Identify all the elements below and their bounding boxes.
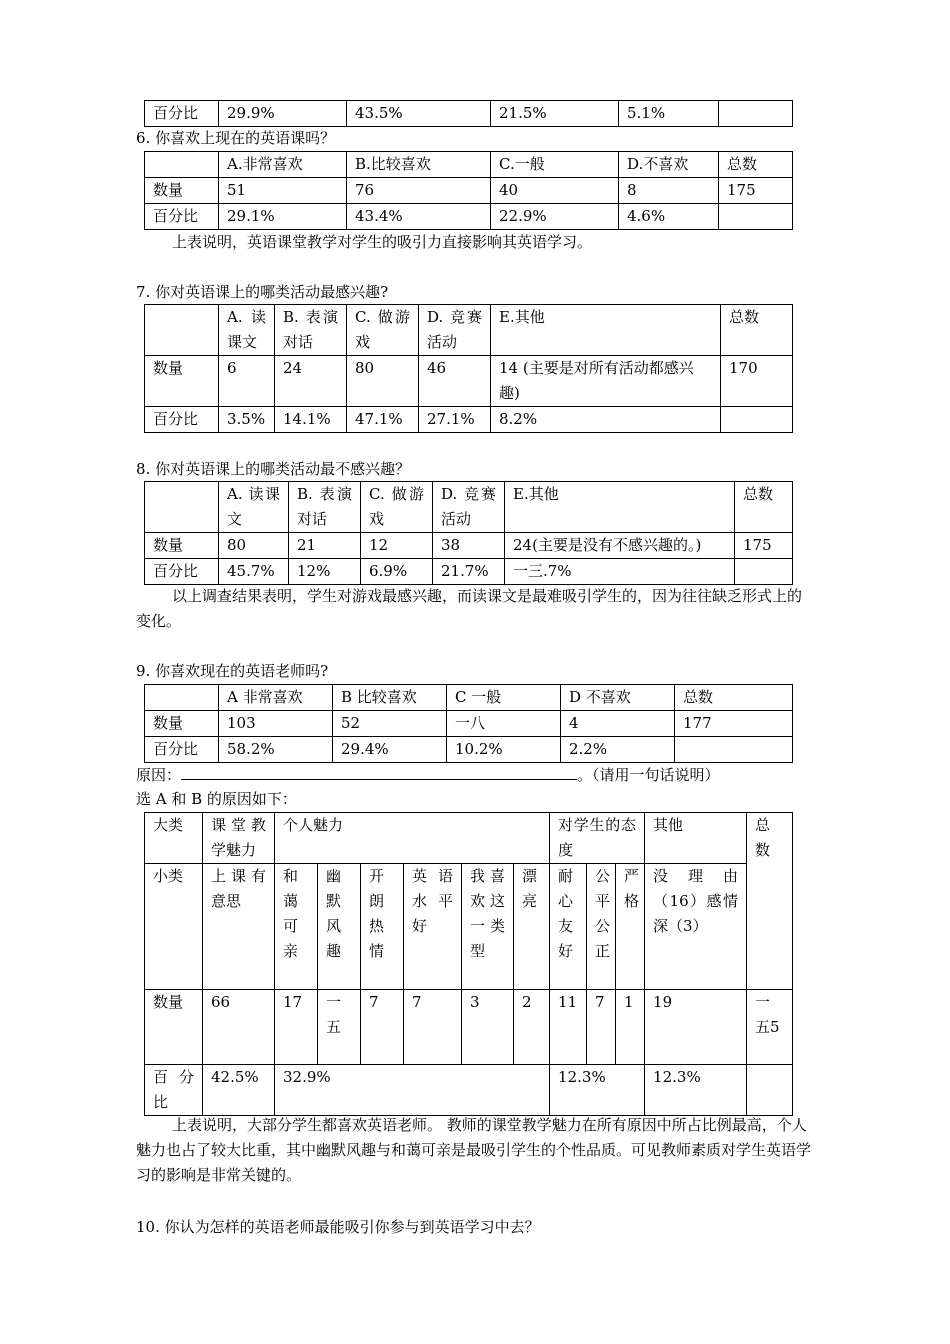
- ab-reason-label: 选 A 和 B 的原因如下：: [136, 790, 297, 808]
- table-cell: 21: [289, 533, 361, 559]
- table-row: [145, 711, 793, 737]
- table-q8: [144, 481, 793, 585]
- table-cell: 58.2%: [219, 737, 333, 763]
- table-cell: 百分比: [145, 737, 219, 763]
- table-cell: 3.5%: [219, 407, 275, 433]
- table-cell: [719, 101, 793, 127]
- table-cell: 21.5%: [491, 101, 619, 127]
- table-cell: 12.3%: [645, 1065, 747, 1116]
- table-cell: 小类: [145, 864, 203, 990]
- table-cell: 漂亮: [514, 864, 550, 990]
- table-cell: 24: [275, 356, 347, 407]
- table-cell: 百分比: [145, 407, 219, 433]
- table-header-row: [145, 152, 793, 178]
- table-cell: C 一般: [447, 685, 561, 711]
- table-cell: 6.9%: [361, 559, 433, 585]
- table-cell: 英语水平好: [404, 864, 462, 990]
- table-cell: 总数: [735, 482, 793, 533]
- table-q6: [144, 151, 793, 230]
- table-cell: 40: [491, 178, 619, 204]
- table-cell: 29.1%: [219, 204, 347, 230]
- table-cell: 51: [219, 178, 347, 204]
- table-cell: 80: [347, 356, 419, 407]
- table-cell: C. 做游戏: [347, 305, 419, 356]
- table-cell: 7: [361, 990, 404, 1065]
- table-cell: 数量: [145, 533, 219, 559]
- table-cell: 总数: [721, 305, 793, 356]
- table-row: [145, 864, 793, 990]
- question-10-title: 10. 你认为怎样的英语老师最能吸引你参与到英语学习中去？: [136, 1218, 540, 1236]
- table-cell: 2: [514, 990, 550, 1065]
- table-cell: D 不喜欢: [561, 685, 675, 711]
- table-cell: 175: [719, 178, 793, 204]
- table-cell: 数量: [145, 990, 203, 1065]
- table-cell: 一三.7%: [505, 559, 735, 585]
- table-cell: B.比较喜欢: [347, 152, 491, 178]
- q6-note: 上表说明，英语课堂教学对学生的吸引力直接影响其英语学习。: [172, 233, 593, 251]
- table-cell: 3: [462, 990, 514, 1065]
- table-cell: 103: [219, 711, 333, 737]
- table-row: [145, 990, 793, 1065]
- table-cell: 1: [616, 990, 645, 1065]
- reason-label: 原因：: [136, 766, 182, 784]
- table-cell: 14 (主要是对所有活动都感兴趣): [491, 356, 721, 407]
- table-cell: 数量: [145, 356, 219, 407]
- table-cell: [735, 559, 793, 585]
- table-cell: [675, 737, 793, 763]
- table-header-row: [145, 813, 793, 864]
- table-cell: 8: [619, 178, 719, 204]
- table-cell: 43.5%: [347, 101, 491, 127]
- table-cell: 47.1%: [347, 407, 419, 433]
- table-cell: A. 读课文: [219, 305, 275, 356]
- table-cell: B. 表演对话: [275, 305, 347, 356]
- table-cell: 耐心友好: [550, 864, 587, 990]
- table-cell: 12.3%: [550, 1065, 645, 1116]
- table-cell: 7: [404, 990, 462, 1065]
- q8-note: 以上调查结果表明，学生对游戏最感兴趣，而读课文是最难吸引学生的，因为往往缺乏形式上的变化。: [136, 587, 803, 630]
- table-cell: 8.2%: [491, 407, 721, 433]
- table-cell: 数量: [145, 711, 219, 737]
- table-cell: 21.7%: [433, 559, 505, 585]
- table-cell: [719, 204, 793, 230]
- table-row: [145, 101, 793, 127]
- table-cell: 上课有意思: [203, 864, 275, 990]
- table-cell: 总数: [675, 685, 793, 711]
- table-cell: E.其他: [505, 482, 735, 533]
- table-cell: D. 竞赛活动: [419, 305, 491, 356]
- table-cell: [145, 685, 219, 711]
- table-cell: E.其他: [491, 305, 721, 356]
- table-header-row: [145, 482, 793, 533]
- table-cell: 5.1%: [619, 101, 719, 127]
- reason-tail: 。（请用一句话说明）: [577, 766, 720, 784]
- table-cell: A.非常喜欢: [219, 152, 347, 178]
- table-cell: 总数: [719, 152, 793, 178]
- table-q9-reasons: [144, 812, 793, 1116]
- table-cell: 17: [275, 990, 318, 1065]
- table-cell: 百分比: [145, 204, 219, 230]
- table-cell: 一五: [318, 990, 361, 1065]
- table-cell: B 比较喜欢: [333, 685, 447, 711]
- table-cell: 12: [361, 533, 433, 559]
- table-cell: 11: [550, 990, 587, 1065]
- table-cell: 12%: [289, 559, 361, 585]
- table-cell: [145, 152, 219, 178]
- table-cell: C. 做游戏: [361, 482, 433, 533]
- table-cell: 24(主要是没有不感兴趣的。): [505, 533, 735, 559]
- question-7-title: 7. 你对英语课上的哪类活动最感兴趣?: [136, 283, 389, 301]
- table-cell: 个人魅力: [275, 813, 550, 864]
- table-cell: 29.4%: [333, 737, 447, 763]
- table-cell: 177: [675, 711, 793, 737]
- table-row: [145, 559, 793, 585]
- q9-note: 上表说明，大部分学生都喜欢英语老师。 教师的课堂教学魅力在所有原因中所占比例最高，个人魅力也占了较大比重，其中幽默风趣与和蔼可亲是最吸引学生的个性品质。可见教师素质对学生英语学习的影响是非常关键的。: [136, 1116, 812, 1184]
- table-q7: [144, 304, 793, 433]
- table-cell: 32.9%: [275, 1065, 550, 1116]
- table-row: [145, 1065, 793, 1116]
- table-row: [145, 178, 793, 204]
- table-row: [145, 737, 793, 763]
- table-cell: 课堂教学魅力: [203, 813, 275, 864]
- reason-blank: [181, 763, 577, 780]
- table-cell: 10.2%: [447, 737, 561, 763]
- table-header-row: [145, 685, 793, 711]
- table-cell: 27.1%: [419, 407, 491, 433]
- table-q9: [144, 684, 793, 763]
- table-cell: 29.9%: [219, 101, 347, 127]
- table-cell: 175: [735, 533, 793, 559]
- question-8-title: 8. 你对英语课上的哪类活动最不感兴趣？: [136, 460, 411, 478]
- table-cell: 严格: [616, 864, 645, 990]
- table-cell: B. 表演对话: [289, 482, 361, 533]
- table-cell: 42.5%: [203, 1065, 275, 1116]
- table-row: [145, 204, 793, 230]
- table-cell: 总数: [747, 813, 793, 990]
- table-cell: 其他: [645, 813, 747, 864]
- table-cell: D.不喜欢: [619, 152, 719, 178]
- table-cell: 开朗热情: [361, 864, 404, 990]
- table-cell: 大类: [145, 813, 203, 864]
- table-cell: 46: [419, 356, 491, 407]
- table-cell: 43.4%: [347, 204, 491, 230]
- table-cell: 52: [333, 711, 447, 737]
- table-cell: 80: [219, 533, 289, 559]
- table-row: [145, 356, 793, 407]
- table-cell: D. 竞赛活动: [433, 482, 505, 533]
- table-cell: 14.1%: [275, 407, 347, 433]
- table-cell: 一五5: [747, 990, 793, 1065]
- table-cell: [145, 482, 219, 533]
- table-cell: [145, 305, 219, 356]
- table-cell: 6: [219, 356, 275, 407]
- table-cell: 4: [561, 711, 675, 737]
- table-cell: 19: [645, 990, 747, 1065]
- table-cell: 2.2%: [561, 737, 675, 763]
- table-cell: 38: [433, 533, 505, 559]
- table-q5-tail: [144, 100, 793, 127]
- table-row: [145, 407, 793, 433]
- table-cell: [721, 407, 793, 433]
- table-cell: 76: [347, 178, 491, 204]
- table-header-row: [145, 305, 793, 356]
- table-cell: 百分比: [145, 101, 219, 127]
- table-cell: 没理由（16）感情深（3）: [645, 864, 747, 990]
- table-cell: 对学生的态度: [550, 813, 645, 864]
- table-cell: 一八: [447, 711, 561, 737]
- table-cell: 幽默风趣: [318, 864, 361, 990]
- question-6-title: 6. 你喜欢上现在的英语课吗？: [136, 129, 336, 147]
- table-cell: 4.6%: [619, 204, 719, 230]
- table-cell: 百分比: [145, 1065, 203, 1116]
- table-cell: 我喜欢这一类型: [462, 864, 514, 990]
- table-row: [145, 533, 793, 559]
- table-cell: 公平公正: [587, 864, 616, 990]
- table-cell: 7: [587, 990, 616, 1065]
- table-cell: A 非常喜欢: [219, 685, 333, 711]
- table-cell: 45.7%: [219, 559, 289, 585]
- table-cell: 数量: [145, 178, 219, 204]
- table-cell: 22.9%: [491, 204, 619, 230]
- table-cell: 和蔼可亲: [275, 864, 318, 990]
- table-cell: C.一般: [491, 152, 619, 178]
- question-9-title: 9. 你喜欢现在的英语老师吗?: [136, 662, 329, 680]
- table-cell: 66: [203, 990, 275, 1065]
- table-cell: 170: [721, 356, 793, 407]
- table-cell: 百分比: [145, 559, 219, 585]
- table-cell: [747, 1065, 793, 1116]
- table-cell: A. 读课文: [219, 482, 289, 533]
- reason-line: [136, 763, 720, 786]
